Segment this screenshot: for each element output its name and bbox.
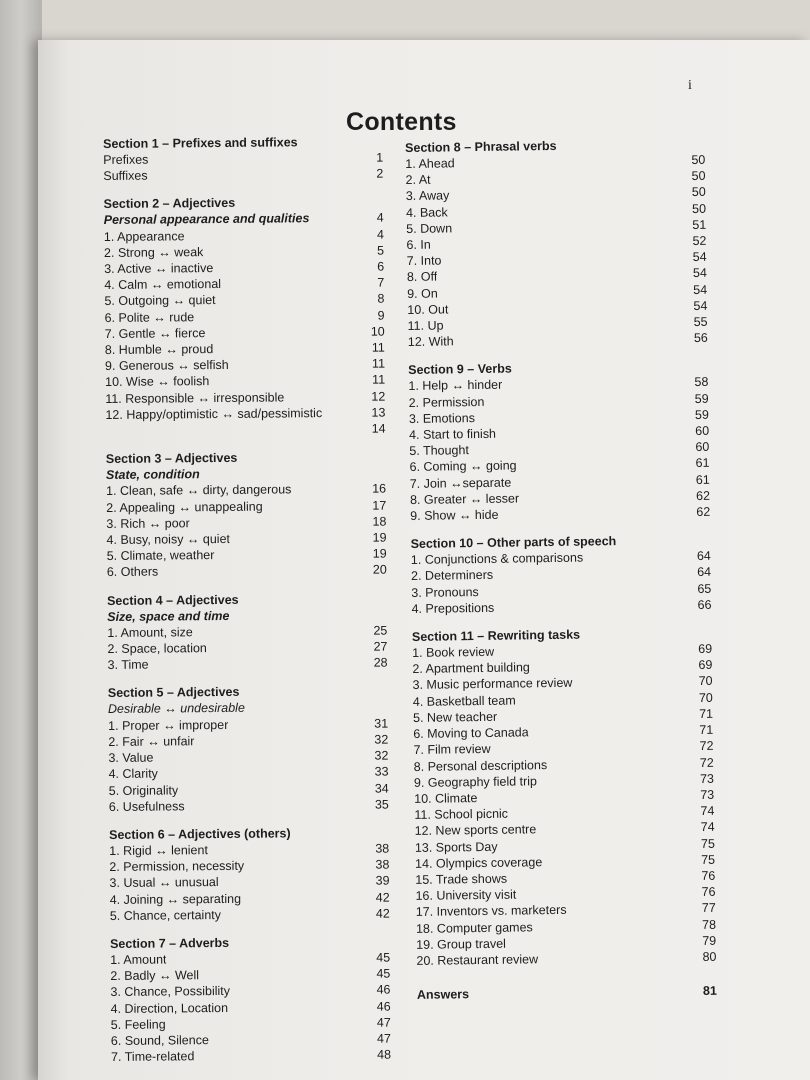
entry-title: 6. In — [406, 237, 431, 253]
entry-title: 14. Olympics coverage — [415, 854, 543, 871]
entry-title: 2. Fair ↔ unfair — [108, 734, 195, 749]
page-ref: 71 — [699, 722, 714, 738]
entry-title: 1. Book review — [412, 644, 495, 661]
entry-title: 12. New sports centre — [414, 822, 537, 839]
contents-entry[interactable] — [408, 330, 708, 350]
page-ref: 69 — [698, 658, 713, 673]
entry-title: 18. Computer games — [415, 919, 533, 936]
entry-title: 1. Conjunctions & comparisons — [410, 550, 584, 568]
book-spine-edge — [0, 0, 42, 1080]
entry-title: 11. Up — [407, 318, 444, 334]
entry-title: Suffixes — [103, 168, 148, 184]
page-ref: 58 — [694, 375, 709, 390]
entry-title: 6. Moving to Canada — [413, 725, 529, 742]
page-ref: 47 — [376, 1031, 391, 1046]
page-ref: 13 — [371, 405, 386, 420]
contents-section — [103, 134, 383, 185]
page-ref: 2 — [376, 166, 384, 181]
entry-title: 10. Wise ↔ foolish — [105, 374, 210, 390]
entry-title: 1. Rigid ↔ lenient — [109, 843, 208, 858]
entry-title: 12. With — [407, 334, 454, 350]
entry-title: 7. Film review — [413, 742, 491, 758]
entry-title: 2. Badly ↔ Well — [110, 968, 200, 984]
entry-title: 6. Usefulness — [108, 799, 185, 814]
page-ref: 5 — [376, 243, 385, 258]
section-title: Section 9 – Verbs — [408, 361, 512, 378]
page-ref: 38 — [375, 857, 390, 872]
page-ref: 32 — [374, 732, 389, 747]
entry-title: 13. Sports Day — [414, 839, 498, 855]
contents-entry[interactable] — [410, 504, 710, 524]
contents-right-column — [405, 136, 717, 1003]
entry-title: 6. Sound, Silence — [110, 1033, 209, 1048]
entry-title: 6. Polite ↔ rude — [104, 309, 195, 325]
entry-title: 4. Direction, Location — [110, 1000, 229, 1016]
entry-title: 2. Permission — [408, 394, 485, 410]
page-ref: 62 — [695, 488, 711, 503]
page-ref: 77 — [701, 901, 716, 916]
page-ref: 75 — [700, 836, 715, 851]
entry-title: 4. Busy, noisy ↔ quiet — [106, 531, 231, 548]
contents-section — [408, 358, 710, 524]
entry-title: 9. Generous ↔ selfish — [104, 358, 229, 374]
page-ref: 34 — [374, 781, 389, 796]
page-ref — [366, 465, 386, 481]
page-ref: 1 — [376, 150, 384, 165]
entry-title: 7. Into — [406, 253, 442, 269]
page-ref: 39 — [375, 873, 390, 888]
page-ref: 73 — [700, 787, 715, 802]
contents-entry[interactable] — [110, 905, 390, 924]
entry-title: 3. Chance, Possibility — [110, 984, 231, 1000]
entry-title: 5. Originality — [108, 782, 179, 798]
section-title: Section 8 – Phrasal verbs — [405, 138, 557, 155]
page-ref: 66 — [697, 597, 712, 612]
entry-title: 4. Clarity — [108, 766, 158, 782]
entry-title: 5. Chance, certainty — [109, 907, 222, 923]
page-ref: 42 — [375, 890, 390, 905]
section-title: Section 4 – Adjectives — [106, 592, 239, 608]
page-ref: 16 — [372, 481, 387, 497]
entry-title: 7. Gentle ↔ fierce — [104, 325, 206, 341]
entry-title: 2. Permission, necessity — [109, 858, 245, 875]
page-ref: 71 — [699, 706, 714, 721]
entry-title: 19. Group travel — [416, 936, 506, 952]
page-ref: 31 — [374, 716, 389, 731]
entry-title: 3. Rich ↔ poor — [106, 516, 190, 531]
page-ref: 76 — [701, 884, 716, 900]
entry-title: 20. Restaurant review — [416, 952, 539, 968]
entry-title: 1. Ahead — [405, 156, 455, 171]
section-subtitle: Desirable ↔ undesirable — [107, 701, 245, 717]
entry-title: 6. Coming ↔ going — [409, 458, 517, 475]
page-ref: 48 — [377, 1047, 392, 1062]
page-ref: 60 — [695, 423, 710, 439]
page-ref: 42 — [375, 906, 390, 921]
entry-title: 8. Personal descriptions — [413, 757, 548, 774]
page-number: i — [688, 78, 692, 93]
page-ref: 81 — [702, 983, 718, 999]
entry-title: 5. Climate, weather — [106, 548, 215, 564]
page-ref: 74 — [700, 820, 715, 835]
page-ref: 72 — [699, 739, 714, 754]
page-ref: 69 — [698, 641, 713, 657]
entry-title: 3. Usual ↔ unusual — [109, 875, 219, 891]
section-title: Section 1 – Prefixes and suffixes — [103, 135, 298, 151]
entry-title: 9. Show ↔ hide — [410, 507, 499, 524]
page-ref: 46 — [376, 999, 391, 1014]
entry-title: 4. Prepositions — [411, 600, 495, 616]
entry-title: 9. On — [407, 286, 438, 301]
page-ref: 50 — [691, 169, 706, 184]
page-ref: 38 — [375, 841, 390, 856]
entry-title: 8. Humble ↔ proud — [104, 342, 214, 358]
page-ref: 75 — [701, 852, 716, 867]
entry-title: 7. Join ↔separate — [409, 475, 512, 491]
page-ref: 64 — [696, 549, 711, 564]
contents-entry[interactable] — [411, 597, 711, 617]
contents-left-column — [103, 134, 391, 1078]
entry-title: 3. Time — [107, 657, 149, 673]
entry-title: 5. Outgoing ↔ quiet — [104, 293, 216, 309]
section-subtitle: State, condition — [105, 467, 200, 483]
page-title: Contents — [346, 108, 457, 136]
page-ref: 73 — [699, 771, 715, 786]
entry-title: Prefixes — [103, 152, 149, 167]
entry-title: 2. Determiners — [410, 568, 494, 584]
section-subtitle: Personal appearance and qualities — [103, 211, 310, 228]
entry-title: 4. Start to finish — [409, 426, 497, 443]
page-ref: 47 — [376, 1015, 391, 1030]
section-title: Section 2 – Adjectives — [103, 196, 236, 212]
page-ref — [367, 606, 387, 622]
entry-title: 4. Back — [405, 205, 448, 220]
page-ref: 8 — [377, 291, 385, 307]
page-ref: 32 — [374, 748, 389, 763]
page-ref: 54 — [693, 282, 708, 297]
entry-title: 3. Away — [405, 188, 450, 204]
contents-entry[interactable] — [103, 166, 383, 185]
page-ref: 17 — [372, 498, 387, 513]
section-title: Section 6 – Adjectives (others) — [109, 826, 291, 842]
page-ref: 46 — [376, 982, 391, 997]
page-ref: 35 — [374, 797, 389, 812]
entry-title: 5. New teacher — [412, 709, 498, 725]
page-ref: 4 — [376, 210, 384, 226]
contents-section — [412, 625, 717, 969]
page-ref: 51 — [692, 217, 707, 232]
entry-title: 17. Inventors vs. marketers — [415, 903, 567, 920]
page-ref: 4 — [376, 227, 384, 242]
entry-title: 3. Active ↔ inactive — [104, 261, 214, 277]
entry-title: 3. Emotions — [408, 410, 476, 426]
page-ref: 25 — [373, 623, 388, 638]
page-ref: 55 — [693, 314, 708, 330]
entry-title: 1. Clean, safe ↔ dirty, dangerous — [106, 482, 292, 499]
contents-section — [109, 824, 390, 923]
entry-title: 2. Apartment building — [412, 660, 530, 677]
contents-section — [107, 590, 388, 673]
entry-title: 10. Out — [407, 302, 449, 317]
entry-title: 3. Value — [108, 750, 154, 766]
contents-entry[interactable] — [416, 949, 716, 969]
page-ref: 10 — [370, 324, 385, 339]
page-ref: 78 — [701, 917, 717, 932]
entry-title: 11. Responsible ↔ irresponsible — [105, 390, 285, 406]
section-title: Section 5 – Adjectives — [107, 685, 240, 701]
entry-title: 1. Proper ↔ improper — [108, 717, 229, 733]
contents-entry[interactable] — [107, 562, 387, 581]
entry-title: 5. Thought — [409, 443, 469, 459]
page-ref: 28 — [373, 655, 388, 670]
page-ref: 33 — [374, 764, 389, 779]
page-ref: 76 — [701, 868, 716, 883]
contents-entry[interactable] — [108, 655, 388, 674]
page-ref: 50 — [691, 152, 706, 168]
page-ref: 18 — [372, 514, 387, 529]
entry-title: 3. Pronouns — [411, 584, 479, 600]
entry-title: 5. Feeling — [110, 1017, 166, 1032]
section-title: Section 7 – Adverbs — [109, 935, 230, 951]
entry-title: 4. Basketball team — [412, 693, 516, 709]
page-ref: 45 — [376, 966, 391, 981]
entry-title: 8. Greater ↔ lesser — [409, 491, 520, 507]
page-ref: 19 — [372, 530, 387, 545]
page-ref: 14 — [371, 421, 386, 436]
page-ref: 70 — [698, 690, 713, 705]
page-ref: 50 — [691, 201, 707, 216]
contents-entry[interactable] — [109, 796, 389, 815]
page-ref: 11 — [371, 340, 385, 355]
page-ref: 6 — [377, 259, 385, 274]
section-title: Section 10 – Other parts of speech — [410, 534, 617, 552]
entry-title: 16. University visit — [415, 887, 517, 904]
page-ref: 52 — [692, 233, 707, 249]
page-ref: 65 — [697, 581, 712, 596]
entry-title: 10. Climate — [414, 790, 478, 806]
contents-section — [405, 136, 708, 351]
entry-title: 11. School picnic — [414, 806, 509, 823]
contents-entry[interactable] — [106, 421, 386, 440]
entry-title: 1. Amount — [110, 952, 167, 967]
entry-title: 4. Joining ↔ separating — [109, 891, 242, 907]
entry-title: 7. Time-related — [110, 1049, 195, 1065]
entry-title: 1. Help ↔ hinder — [408, 378, 503, 394]
page-ref: 70 — [698, 674, 713, 689]
answers-label: Answers — [416, 987, 470, 1003]
page-ref: 45 — [376, 950, 391, 965]
entry-title: 8. Off — [406, 269, 438, 285]
entry-title: 2. At — [405, 172, 431, 188]
entry-title: 2. Space, location — [107, 641, 207, 657]
page-ref: 9 — [377, 308, 385, 323]
section-title: Section 3 – Adjectives — [105, 451, 238, 467]
entry-title: 1. Appearance — [103, 228, 185, 244]
entry-title: 1. Amount, size — [107, 625, 193, 640]
page-ref: 20 — [372, 563, 387, 578]
page-ref: 60 — [695, 440, 710, 455]
contents-section — [108, 683, 389, 815]
entry-title: 2. Appealing ↔ unappealing — [106, 499, 263, 515]
entry-title: 2. Strong ↔ weak — [103, 244, 204, 260]
page-ref: 80 — [702, 949, 717, 964]
page-ref: 11 — [372, 372, 386, 388]
contents-section — [106, 449, 387, 581]
page-ref: 19 — [372, 546, 387, 561]
page-ref: 56 — [693, 331, 708, 346]
entry-title: 5. Down — [406, 221, 453, 236]
contents-entry[interactable] — [111, 1047, 391, 1066]
section-subtitle: Size, space and time — [107, 608, 230, 624]
contents-section — [104, 194, 386, 439]
page-ref: 27 — [373, 639, 388, 654]
page-ref: 50 — [691, 185, 706, 200]
page-ref: 61 — [695, 472, 710, 487]
page-ref: 54 — [693, 298, 708, 313]
page-ref: 11 — [371, 356, 386, 371]
page-ref: 64 — [697, 565, 712, 580]
section-title: Section 11 – Rewriting tasks — [411, 627, 581, 645]
contents-section — [411, 532, 712, 617]
entry-title: 3. Music performance review — [412, 676, 573, 693]
page-ref: 72 — [699, 755, 714, 770]
contents-section — [110, 933, 391, 1065]
entry-title: 4. Calm ↔ emotional — [104, 277, 222, 293]
page-ref: 61 — [695, 456, 710, 471]
page-ref: 12 — [371, 389, 386, 404]
page-ref: 7 — [377, 275, 385, 290]
entry-title: 6. Others — [106, 565, 159, 580]
entry-title: 15. Trade shows — [415, 871, 508, 887]
page-ref: 79 — [702, 933, 717, 948]
page-ref: 59 — [694, 391, 709, 406]
page-ref: 74 — [700, 803, 715, 819]
page-ref: 59 — [694, 407, 709, 422]
page-ref: 62 — [696, 504, 711, 520]
entry-title: 12. Happy/optimistic ↔ sad/pessimistic — [105, 405, 323, 422]
entry-title: 9. Geography field trip — [413, 773, 538, 790]
page-ref: 54 — [692, 250, 707, 265]
page-ref: 54 — [692, 266, 707, 281]
